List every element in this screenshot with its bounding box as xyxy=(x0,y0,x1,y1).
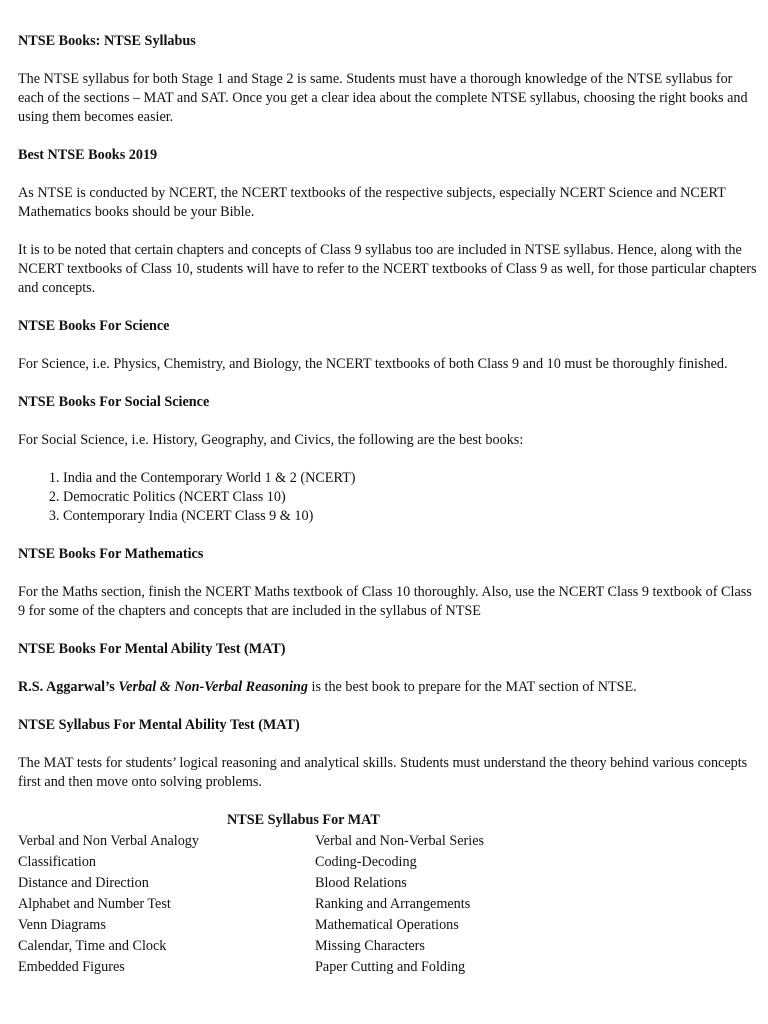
paragraph-syllabus-intro: The NTSE syllabus for both Stage 1 and Stage 2 is same. Students must have a thorough knowledge of the NTSE syllabus for each of the sections – MAT and SAT. Once you get a clear idea about the complete NTSE syllabus, choosing the right books and using them becomes easier. xyxy=(18,71,748,125)
table-row xyxy=(18,958,615,979)
paragraph-ncert-bible: As NTSE is conducted by NCERT, the NCERT textbooks of the respective subjects, especially NCERT Science and NCERT Mathematics books should be your Bible. xyxy=(18,185,726,220)
mat-author: R.S. Aggarwal’s xyxy=(18,679,115,695)
heading-mathematics-books: NTSE Books For Mathematics xyxy=(18,546,204,562)
mat-book-title: Verbal & Non-Verbal Reasoning xyxy=(118,679,308,695)
heading-social-science-books: NTSE Books For Social Science xyxy=(18,394,210,410)
paragraph-class9-note: It is to be noted that certain chapters and concepts of Class 9 syllabus too are included in NTSE syllabus. Hence, along with the NCERT textbooks of Class 10, students will have to refer to the NCERT textbooks of Class 9 as well, for those particular chapters and concepts. xyxy=(18,242,757,296)
mat-syllabus-table xyxy=(18,832,615,979)
document-page xyxy=(18,32,758,979)
table-cell: Classification xyxy=(18,854,97,870)
table-cell: Blood Relations xyxy=(315,875,407,891)
table-row xyxy=(18,874,615,895)
table-row xyxy=(18,916,615,937)
heading-ntse-books-syllabus: NTSE Books: NTSE Syllabus xyxy=(18,33,196,49)
paragraph-social-science: For Social Science, i.e. History, Geography, and Civics, the following are the best books: xyxy=(18,432,524,448)
paragraph-mat-description: The MAT tests for students’ logical reasoning and analytical skills. Students must understand the theory behind various concepts first and then move onto solving problems. xyxy=(18,755,748,790)
table-cell: Calendar, Time and Clock xyxy=(18,938,167,954)
table-cell: Coding-Decoding xyxy=(315,854,417,870)
heading-best-books: Best NTSE Books 2019 xyxy=(18,147,158,163)
table-cell: Ranking and Arrangements xyxy=(315,896,471,912)
table-cell: Alphabet and Number Test xyxy=(18,896,171,912)
list-item: 1. India and the Contemporary World 1 & 2 (NCERT) xyxy=(63,469,758,488)
paragraph-mat-book xyxy=(18,678,758,697)
heading-mat-syllabus: NTSE Syllabus For Mental Ability Test (MAT) xyxy=(18,717,300,733)
table-cell: Embedded Figures xyxy=(18,959,125,975)
paragraph-science: For Science, i.e. Physics, Chemistry, and Biology, the NCERT textbooks of both Class 9 and 10 must be thoroughly finished. xyxy=(18,356,728,372)
table-row xyxy=(18,832,615,853)
paragraph-mathematics: For the Maths section, finish the NCERT Maths textbook of Class 10 thoroughly. Also, use the NCERT Class 9 textbook of Class 9 for some of the chapters and concepts that are included in the syllabus of NTSE xyxy=(18,584,752,619)
table-cell: Mathematical Operations xyxy=(315,917,459,933)
table-cell: Missing Characters xyxy=(315,938,425,954)
table-cell: Distance and Direction xyxy=(18,875,149,891)
table-row xyxy=(18,937,615,958)
table-cell: Verbal and Non-Verbal Series xyxy=(315,833,485,849)
list-item: 2. Democratic Politics (NCERT Class 10) xyxy=(63,488,758,507)
table-title: NTSE Syllabus For MAT xyxy=(227,812,380,828)
social-science-book-list xyxy=(18,469,758,526)
table-row xyxy=(18,853,615,874)
list-item: 3. Contemporary India (NCERT Class 9 & 10) xyxy=(63,507,758,526)
table-row xyxy=(18,895,615,916)
heading-mat-books: NTSE Books For Mental Ability Test (MAT) xyxy=(18,641,286,657)
heading-science-books: NTSE Books For Science xyxy=(18,318,170,334)
table-cell: Verbal and Non Verbal Analogy xyxy=(18,833,199,849)
table-cell: Paper Cutting and Folding xyxy=(315,959,466,975)
mat-book-rest: is the best book to prepare for the MAT section of NTSE. xyxy=(307,679,637,695)
table-cell: Venn Diagrams xyxy=(18,917,106,933)
